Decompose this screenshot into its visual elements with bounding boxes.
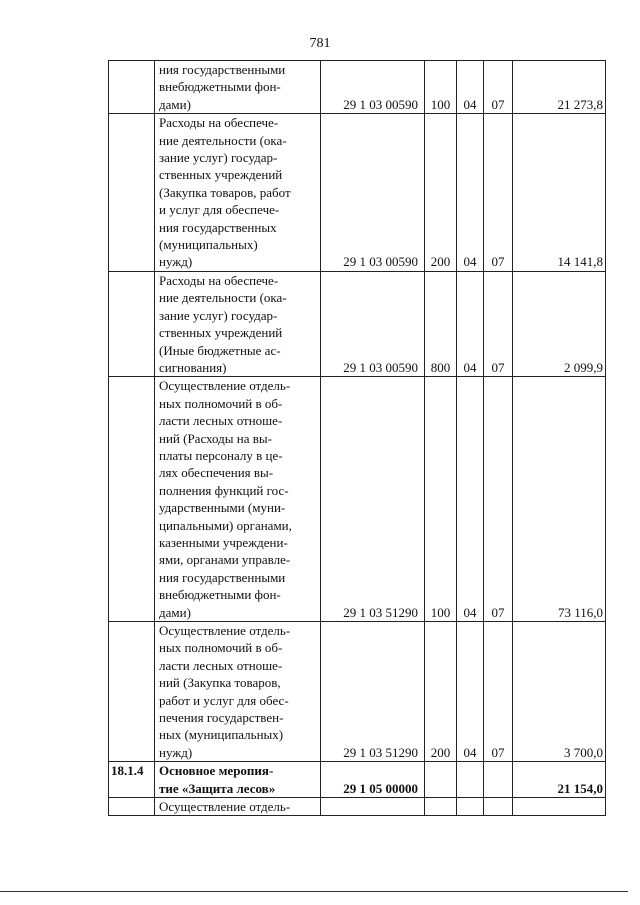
amount-cell: 14 141,8 xyxy=(513,114,606,272)
row-number-cell: 18.1.4 xyxy=(109,762,155,798)
row-name-line: Расходы на обеспече- xyxy=(159,115,279,131)
row-name-line: внебюджетными фон- xyxy=(159,587,281,603)
target-article-code-cell: 29 1 03 00590 xyxy=(321,61,425,114)
row-number-cell xyxy=(109,622,155,762)
row-name-line: ния государственными xyxy=(159,62,286,77)
expense-type-cell: 200 xyxy=(425,622,457,762)
row-name-cell xyxy=(155,762,321,798)
row-name-line: дами) xyxy=(159,96,191,112)
subsection-cell: 07 xyxy=(484,271,513,376)
amount-cell: 21 154,0 xyxy=(513,762,606,798)
row-name-line: дами) xyxy=(159,604,191,620)
target-article-code-cell: 29 1 03 51290 xyxy=(321,377,425,622)
section-cell: 04 xyxy=(457,61,484,114)
table-row xyxy=(109,762,606,798)
subsection-cell xyxy=(484,798,513,816)
amount-cell: 21 273,8 xyxy=(513,61,606,114)
page-bottom-rule xyxy=(0,891,628,892)
row-name-line: платы персоналу в це- xyxy=(159,447,283,463)
row-name-line: полнения функций гос- xyxy=(159,482,289,498)
row-name-line: ний (Расходы на вы- xyxy=(159,430,272,446)
section-cell: 04 xyxy=(457,377,484,622)
row-name-cell xyxy=(155,61,321,114)
table-row xyxy=(109,798,606,816)
row-number-cell xyxy=(109,271,155,376)
row-name-line: зание услуг) государ- xyxy=(159,150,278,166)
row-name-line: ние деятельности (ока- xyxy=(159,290,287,306)
row-name-line: лях обеспечения вы- xyxy=(159,465,274,481)
row-name-line: зание услуг) государ- xyxy=(159,307,278,323)
table-row xyxy=(109,114,606,272)
row-name-line: Расходы на обеспече- xyxy=(159,272,279,288)
row-name-line: внебюджетными фон- xyxy=(159,79,281,95)
target-article-code-cell: 29 1 03 51290 xyxy=(321,622,425,762)
table-row xyxy=(109,271,606,376)
target-article-code-cell: 29 1 03 00590 xyxy=(321,114,425,272)
row-name-cell xyxy=(155,622,321,762)
expense-type-cell: 100 xyxy=(425,61,457,114)
row-name-line: сигнования) xyxy=(159,359,227,375)
row-name-line: ния государственными xyxy=(159,569,286,585)
row-name-line: казенными учреждени- xyxy=(159,534,288,550)
row-name-line: (муниципальных) xyxy=(159,237,258,253)
row-number-cell xyxy=(109,798,155,816)
table-row xyxy=(109,377,606,622)
subsection-cell xyxy=(484,762,513,798)
target-article-code-cell xyxy=(321,798,425,816)
subsection-cell: 07 xyxy=(484,114,513,272)
row-name-line: ственных учреждений xyxy=(159,325,283,341)
row-name-line: ударственными (муни- xyxy=(159,500,286,516)
row-name-line: ями, органами управле- xyxy=(159,552,291,568)
row-name-line: ний (Закупка товаров, xyxy=(159,675,281,691)
section-cell: 04 xyxy=(457,271,484,376)
amount-cell: 73 116,0 xyxy=(513,377,606,622)
row-name-cell xyxy=(155,798,321,816)
row-name-line: печения государствен- xyxy=(159,710,284,726)
row-name-line: Основное меропия- xyxy=(159,763,274,779)
subsection-cell: 07 xyxy=(484,377,513,622)
table-body xyxy=(109,61,606,816)
row-name-line: ных полномочий в об- xyxy=(159,395,283,411)
expense-type-cell: 800 xyxy=(425,271,457,376)
row-number-cell xyxy=(109,377,155,622)
row-name-line: ласти лесных отноше- xyxy=(159,413,283,429)
row-name-line: ных (муниципальных) xyxy=(159,727,284,743)
row-name-line: ние деятельности (ока- xyxy=(159,132,287,148)
row-name-line: тие «Защита лесов» xyxy=(159,780,276,796)
row-name-line: (Иные бюджетные ас- xyxy=(159,342,281,358)
row-name-cell xyxy=(155,377,321,622)
amount-cell: 2 099,9 xyxy=(513,271,606,376)
row-name-line: ния государственных xyxy=(159,219,277,235)
section-cell: 04 xyxy=(457,114,484,272)
section-cell xyxy=(457,762,484,798)
amount-cell: 3 700,0 xyxy=(513,622,606,762)
row-name-line: (Закупка товаров, работ xyxy=(159,184,291,200)
row-name-line: работ и услуг для обес- xyxy=(159,692,289,708)
subsection-cell: 07 xyxy=(484,61,513,114)
row-number-cell xyxy=(109,61,155,114)
row-name-line: Осуществление отдель- xyxy=(159,378,291,394)
page-number: 781 xyxy=(309,36,331,51)
row-name-cell xyxy=(155,271,321,376)
section-cell xyxy=(457,798,484,816)
expense-type-cell xyxy=(425,762,457,798)
table-row xyxy=(109,61,606,114)
target-article-code-cell: 29 1 03 00590 xyxy=(321,271,425,376)
row-name-line: ципальными) органами, xyxy=(159,517,292,533)
row-name-line: нужд) xyxy=(159,744,193,760)
row-name-line: Осуществление отдель- xyxy=(159,799,291,815)
expense-type-cell: 200 xyxy=(425,114,457,272)
row-name-line: ных полномочий в об- xyxy=(159,640,283,656)
row-name-cell xyxy=(155,114,321,272)
row-name-line: Осуществление отдель- xyxy=(159,623,291,638)
amount-cell xyxy=(513,798,606,816)
row-number-cell xyxy=(109,114,155,272)
row-name-line: ственных учреждений xyxy=(159,167,283,183)
budget-table xyxy=(108,60,606,816)
expense-type-cell xyxy=(425,798,457,816)
row-name-line: и услуг для обеспече- xyxy=(159,202,280,218)
row-name-line: ласти лесных отноше- xyxy=(159,657,283,673)
row-name-line: нужд) xyxy=(159,254,193,270)
target-article-code-cell: 29 1 05 00000 xyxy=(321,762,425,798)
table-row xyxy=(109,622,606,762)
subsection-cell: 07 xyxy=(484,622,513,762)
expense-type-cell: 100 xyxy=(425,377,457,622)
section-cell: 04 xyxy=(457,622,484,762)
